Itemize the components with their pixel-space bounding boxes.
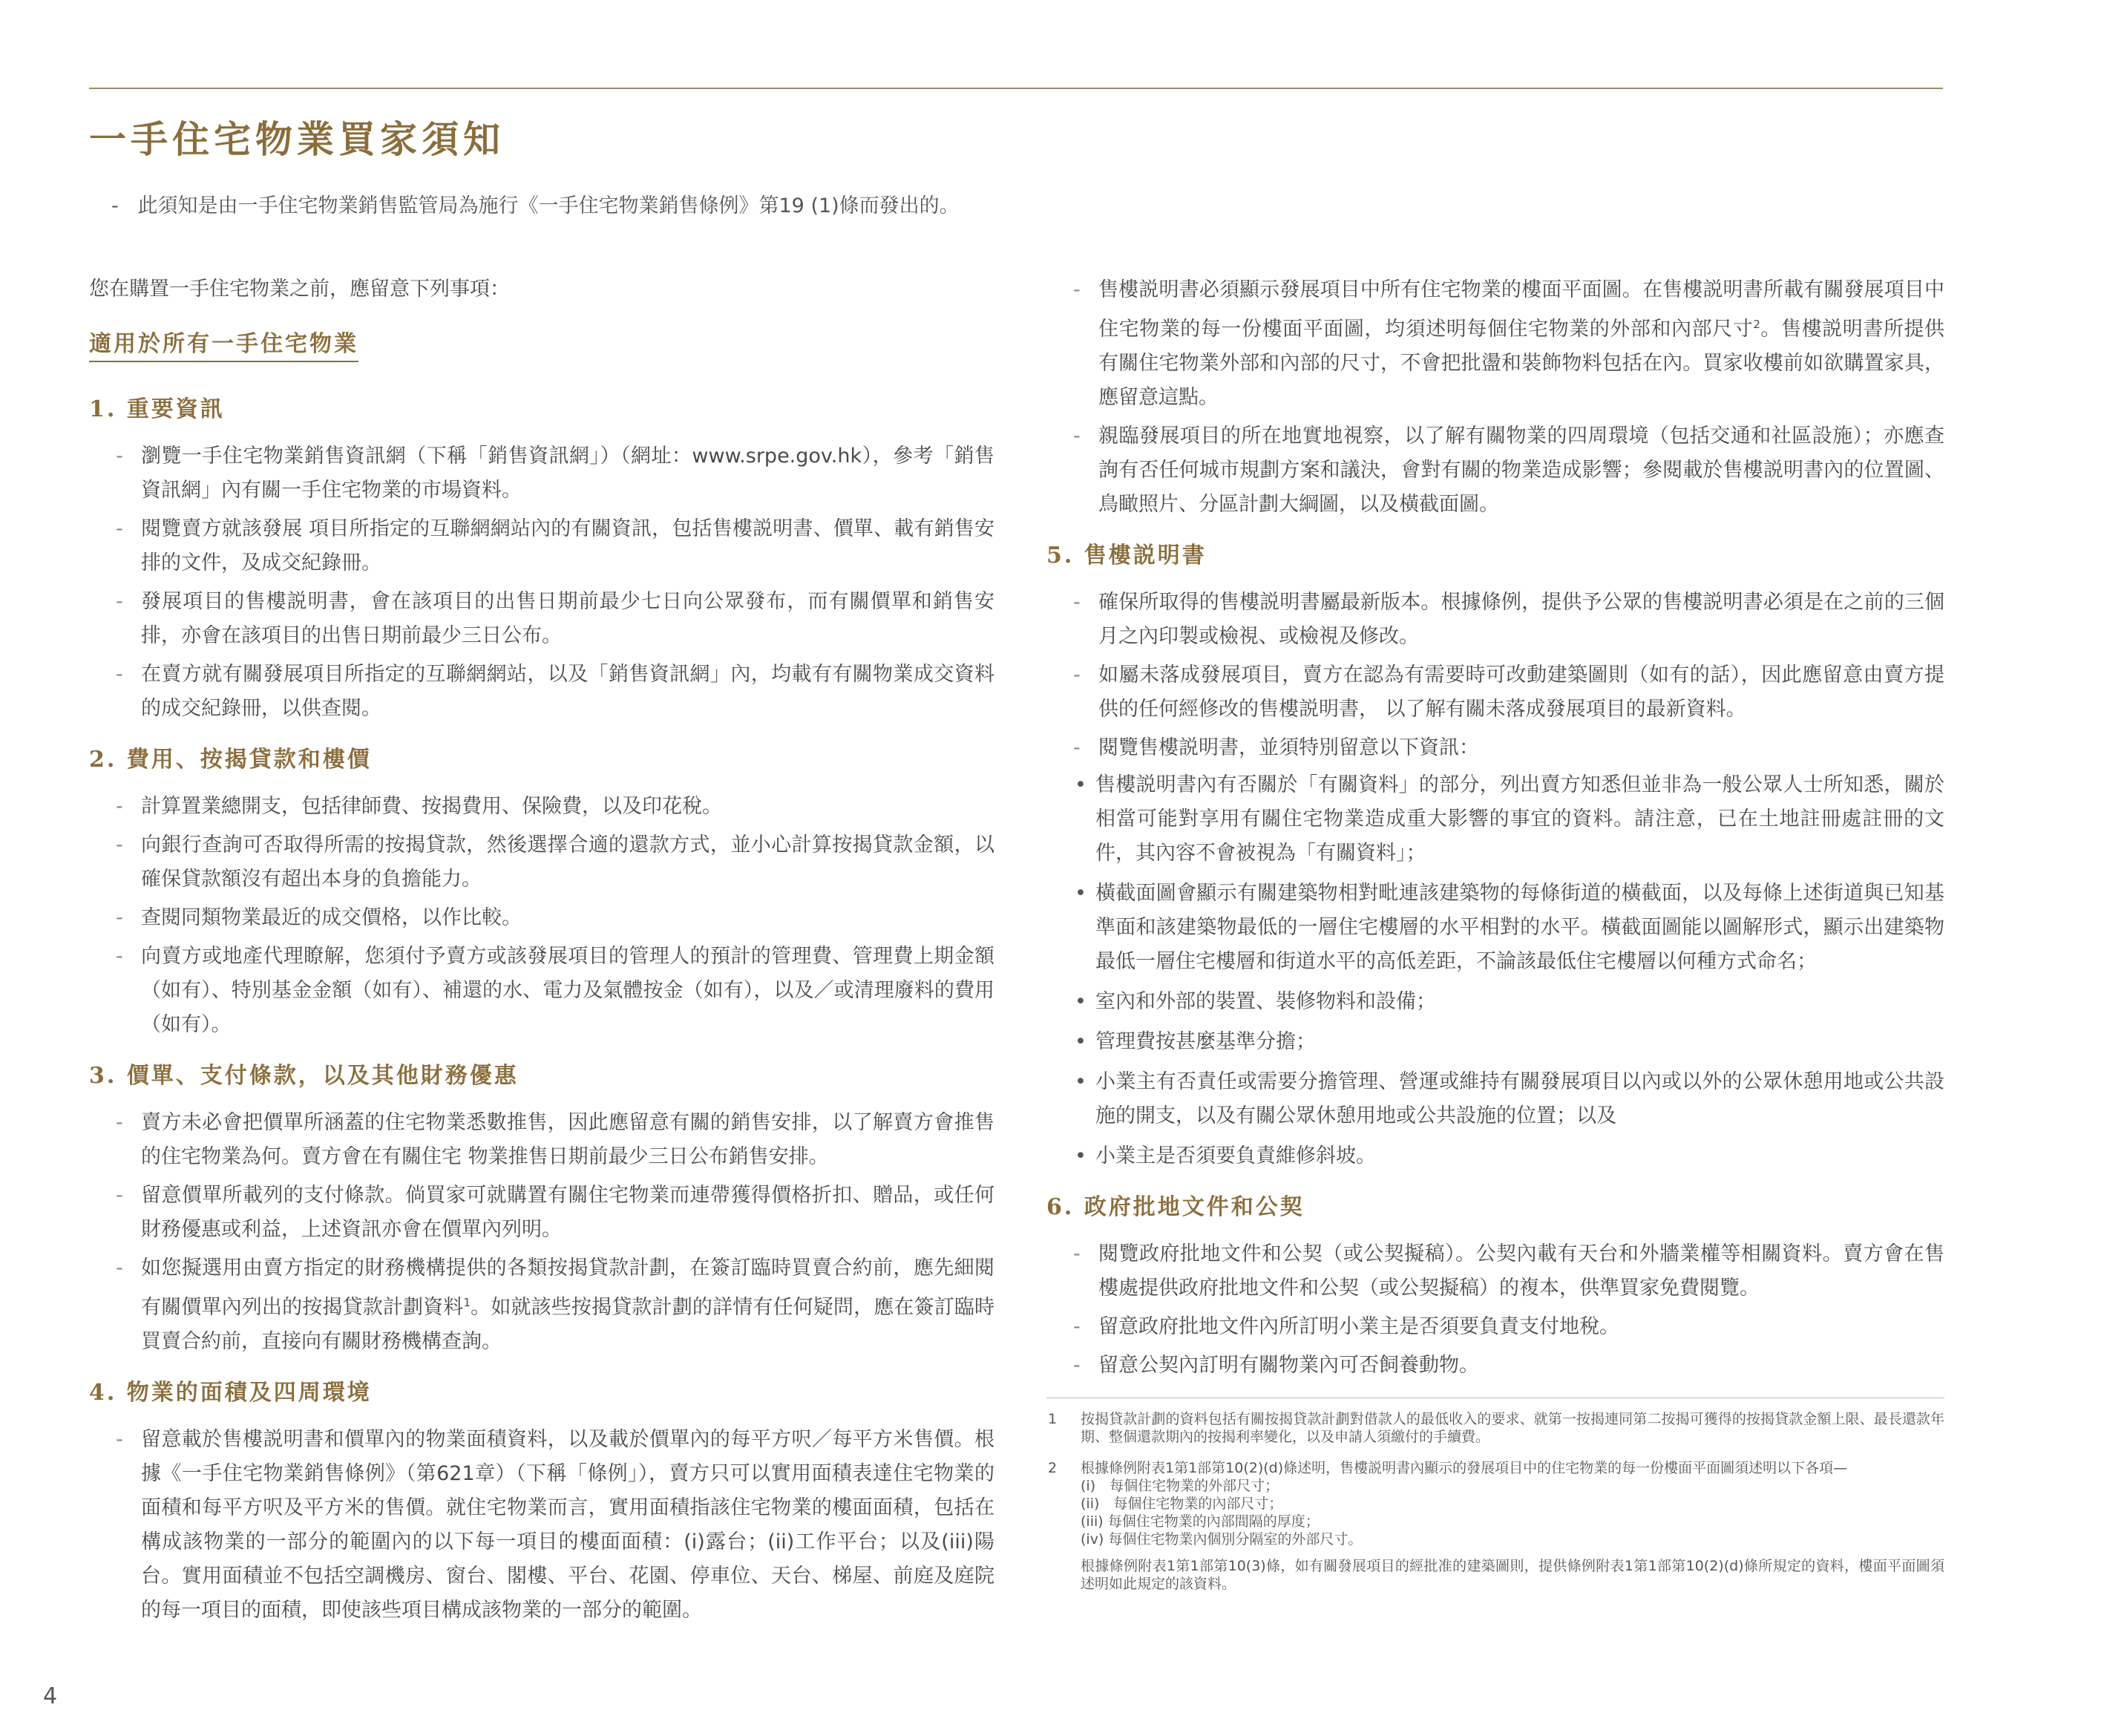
notice: - 此須知是由一手住宅物業銷售監管局為施行《一手住宅物業銷售條例》第19 (1)條而發出的。 (111, 194, 960, 217)
section-3-list (89, 1106, 994, 1359)
applies-heading: 適用於所有一手住宅物業 (89, 325, 358, 362)
section-4-list (89, 1423, 994, 1628)
item-text: 如您擬選用由賣方指定的財務機構提供的各類按揭貸款計劃，在簽訂臨時買賣合約前，應先細閱有關價單內列出的按揭貸款計劃資料 (141, 1257, 994, 1319)
page-title: 一手住宅物業買家須知 (89, 117, 505, 161)
section-4-list-continued (1046, 273, 1944, 522)
item-text-tail: 。售樓説明書所提供有關住宅物業外部和內部的尺寸，不會把批盪和裝飾物料包括在內。買家收樓前如欲購置家具，應留意這點。 (1098, 318, 1945, 409)
section-6-list (1046, 1237, 1944, 1383)
item-text: 閱覽售樓説明書，並須特別留意以下資訊： (1098, 736, 1479, 759)
section-2-list (89, 790, 994, 1042)
footnote-number: 1 (1048, 1411, 1058, 1427)
bullet-item: • 室內和外部的裝置、裝修物料和設備； (1046, 985, 1944, 1019)
list-item: - 向銀行查詢可否取得所需的按揭貸款，然後選擇合適的還款方式，並小心計算按揭貸款金額，以確保貸款額沒有超出本身的負擔能力。 (89, 828, 994, 897)
list-item: - 查閱同類物業最近的成交價格，以作比較。 (89, 901, 994, 935)
list-item: - 留意載於售樓説明書和價單內的物業面積資料，以及載於價單內的每平方呎／每平方米售價。根據《一手住宅物業銷售條例》（第621章）（下稱「條例」），賣方只可以實用面積表達住宅物業的面積和每平方呎及平方米的售價。就住宅物業而言，實用面積指該住宅物業的樓面面積，包括在構成該物業的一部分的範圍內的以下每一項目的樓面面積：(i)露台；(ii)工作平台；以及(iii)陽台。實用面積並不包括空調機房、窗台、閣樓、平台、花園、停車位、天台、梯屋、前庭及庭院的每一項目的面積，即使該些項目構成該物業的一部分的範圍。 (89, 1423, 994, 1628)
right-column (1046, 273, 1944, 1606)
section-5-bullets (1046, 768, 1944, 1173)
top-rule (89, 88, 1943, 89)
footnote-ref-1: 1 (463, 1296, 471, 1309)
list-item: - 確保所取得的售樓説明書屬最新版本。根據條例，提供予公眾的售樓説明書必須是在之前的三個月之內印製或檢視、或檢視及修改。 (1046, 586, 1944, 654)
section-1-list (89, 439, 994, 726)
bullet-item: • 小業主有否責任或需要分擔管理、營運或維持有關發展項目以內或以外的公眾休憩用地或公共設施的開支，以及有關公眾休憩用地或公共設施的位置；以及 (1046, 1065, 1944, 1133)
intro-text: 您在購置一手住宅物業之前，應留意下列事項： (89, 278, 510, 301)
footnote-2 (1046, 1459, 1944, 1593)
bullet-item: • 管理費按甚麼基準分擔； (1046, 1025, 1944, 1059)
list-item: - 在賣方就有關發展項目所指定的互聯網網站，以及「銷售資訊網」內，均載有有關物業成交資料的成交紀錄冊，以供查閱。 (89, 658, 994, 726)
section-3-heading: 3. 價單、支付條款，以及其他財務優惠 (89, 1063, 519, 1089)
footnote-subitem: (ii) 每個住宅物業的內部尺寸； (1081, 1496, 1283, 1512)
section-5-heading: 5. 售樓説明書 (1046, 543, 1207, 569)
list-item: - 賣方未必會把價單所涵蓋的住宅物業悉數推售，因此應留意有關的銷售安排，以了解賣方會推售的住宅物業為何。賣方會在有關住宅 物業推售日期前最少三日公布銷售安排。 (89, 1106, 994, 1174)
bullet-item: • 售樓説明書內有否關於「有關資料」的部分，列出賣方知悉但並非為一般公眾人士所知悉，關於相當可能對享用有關住宅物業造成重大影響的事宜的資料。請注意，已在土地註冊處註冊的文件，其內容不會被視為「有關資料」； (1046, 768, 1944, 871)
list-item: - 發展項目的售樓説明書，會在該項目的出售日期前最少七日向公眾發布，而有關價單和銷售安排，亦會在該項目的出售日期前最少三日公布。 (89, 585, 994, 653)
list-item: - 閱覽政府批地文件和公契（或公契擬稿）。公契內載有天台和外牆業權等相關資料。賣方會在售樓處提供政府批地文件和公契（或公契擬稿）的複本，供準買家免費閱覽。 (1046, 1237, 1944, 1306)
item-text-tail: 。如就該些按揭貸款計劃的詳情有任何疑問，應在簽訂臨時買賣合約前，直接向有關財務機構查詢。 (141, 1296, 995, 1353)
notice-text: 此須知是由一手住宅物業銷售監管局為施行《一手住宅物業銷售條例》第19 (1)條而發出的。 (137, 194, 960, 217)
footnote-text: 根據條例附表1第1部第10(2)(d)條述明，售樓説明書內顯示的發展項目中的住宅物業的每一份樓面平面圖須述明以下各項— (1081, 1460, 1848, 1476)
section-2-heading: 2. 費用、按揭貸款和樓價 (89, 747, 372, 773)
footnote-text: 根據條例附表1第1部第10(3)條，如有關發展項目的經批准的建築圖則，提供條例附表1第1部第10(2)(d)條所規定的資料，樓面平面圖須述明如此規定的該資料。 (1081, 1558, 1944, 1592)
list-item (1046, 731, 1944, 1173)
section-6-heading: 6. 政府批地文件和公契 (1046, 1194, 1305, 1220)
footnote-ref-2: 2 (1753, 318, 1760, 331)
list-item: - 計算置業總開支，包括律師費、按揭費用、保險費，以及印花稅。 (89, 790, 994, 824)
page-number: 4 (43, 1683, 58, 1709)
list-item: - 向賣方或地產代理瞭解，您須付予賣方或該發展項目的管理人的預計的管理費、管理費上期金額（如有）、特別基金金額（如有）、補還的水、電力及氣體按金（如有），以及／或清理廢料的費用（如有）。 (89, 940, 994, 1042)
footnote-subitem: (iii) 每個住宅物業的內部間隔的厚度； (1081, 1513, 1320, 1530)
footnote-1 (1046, 1410, 1944, 1446)
list-item: - 親臨發展項目的所在地實地視察，以了解有關物業的四周環境（包括交通和社區設施）；亦應查詢有否任何城市規劃方案和議決，會對有關的物業造成影響；參閱載於售樓説明書內的位置圖、鳥瞰照片、分區計劃大綱圖，以及橫截面圖。 (1046, 419, 1944, 522)
bullet-item: • 小業主是否須要負責維修斜坡。 (1046, 1139, 1944, 1173)
list-item: - 留意價單所載列的支付條款。倘買家可就購置有關住宅物業而連帶獲得價格折扣、贈品，或任何財務優惠或利益，上述資訊亦會在價單內列明。 (89, 1179, 994, 1247)
section-1-heading: 1. 重要資訊 (89, 396, 225, 422)
footnote-number: 2 (1048, 1460, 1058, 1476)
list-item: - 留意公契內訂明有關物業內可否飼養動物。 (1046, 1349, 1944, 1383)
list-item (1046, 273, 1944, 415)
item-text: 售樓説明書必須顯示發展項目中所有住宅物業的樓面平面圖。在售樓説明書所載有關發展項目中住宅物業的每一份樓面平面圖，均須述明每個住宅物業的外部和內部尺寸 (1098, 278, 1944, 341)
left-column (89, 275, 994, 1642)
footnote-text: 按揭貸款計劃的資料包括有關按揭貸款計劃對借款人的最低收入的要求、就第一按揭連同第二按揭可獲得的按揭貸款金額上限、最長還款年期、整個還款期內的按揭利率變化，以及申請人須繳付的手續費。 (1081, 1411, 1944, 1445)
list-item (89, 1251, 994, 1359)
footnote-subitem: (iv) 每個住宅物業內個別分隔室的外部尺寸。 (1081, 1531, 1363, 1547)
list-item: - 閱覽賣方就該發展 項目所指定的互聯網網站內的有關資訊，包括售樓説明書、價單、載有銷售安排的文件，及成交紀錄冊。 (89, 512, 994, 580)
list-item: - 留意政府批地文件內所訂明小業主是否須要負責支付地稅。 (1046, 1310, 1944, 1344)
footnote-subitem: (i) 每個住宅物業的外部尺寸； (1081, 1478, 1279, 1494)
bullet-item: • 橫截面圖會顯示有關建築物相對毗連該建築物的每條街道的橫截面，以及每條上述街道與已知基準面和該建築物最低的一層住宅樓層的水平相對的水平。橫截面圖能以圖解形式，顯示出建築物最低一層住宅樓層和街道水平的高低差距，不論該最低住宅樓層以何種方式命名； (1046, 877, 1944, 979)
section-5-list (1046, 586, 1944, 1173)
section-4-heading: 4. 物業的面積及四周環境 (89, 1380, 372, 1406)
list-item: - 瀏覽一手住宅物業銷售資訊網（下稱「銷售資訊網」）（網址：www.srpe.gov.hk），參考「銷售資訊網」內有關一手住宅物業的市場資料。 (89, 439, 994, 508)
list-item: - 如屬未落成發展項目，賣方在認為有需要時可改動建築圖則（如有的話），因此應留意由賣方提供的任何經修改的售樓説明書， 以了解有關未落成發展項目的最新資料。 (1046, 658, 1944, 727)
